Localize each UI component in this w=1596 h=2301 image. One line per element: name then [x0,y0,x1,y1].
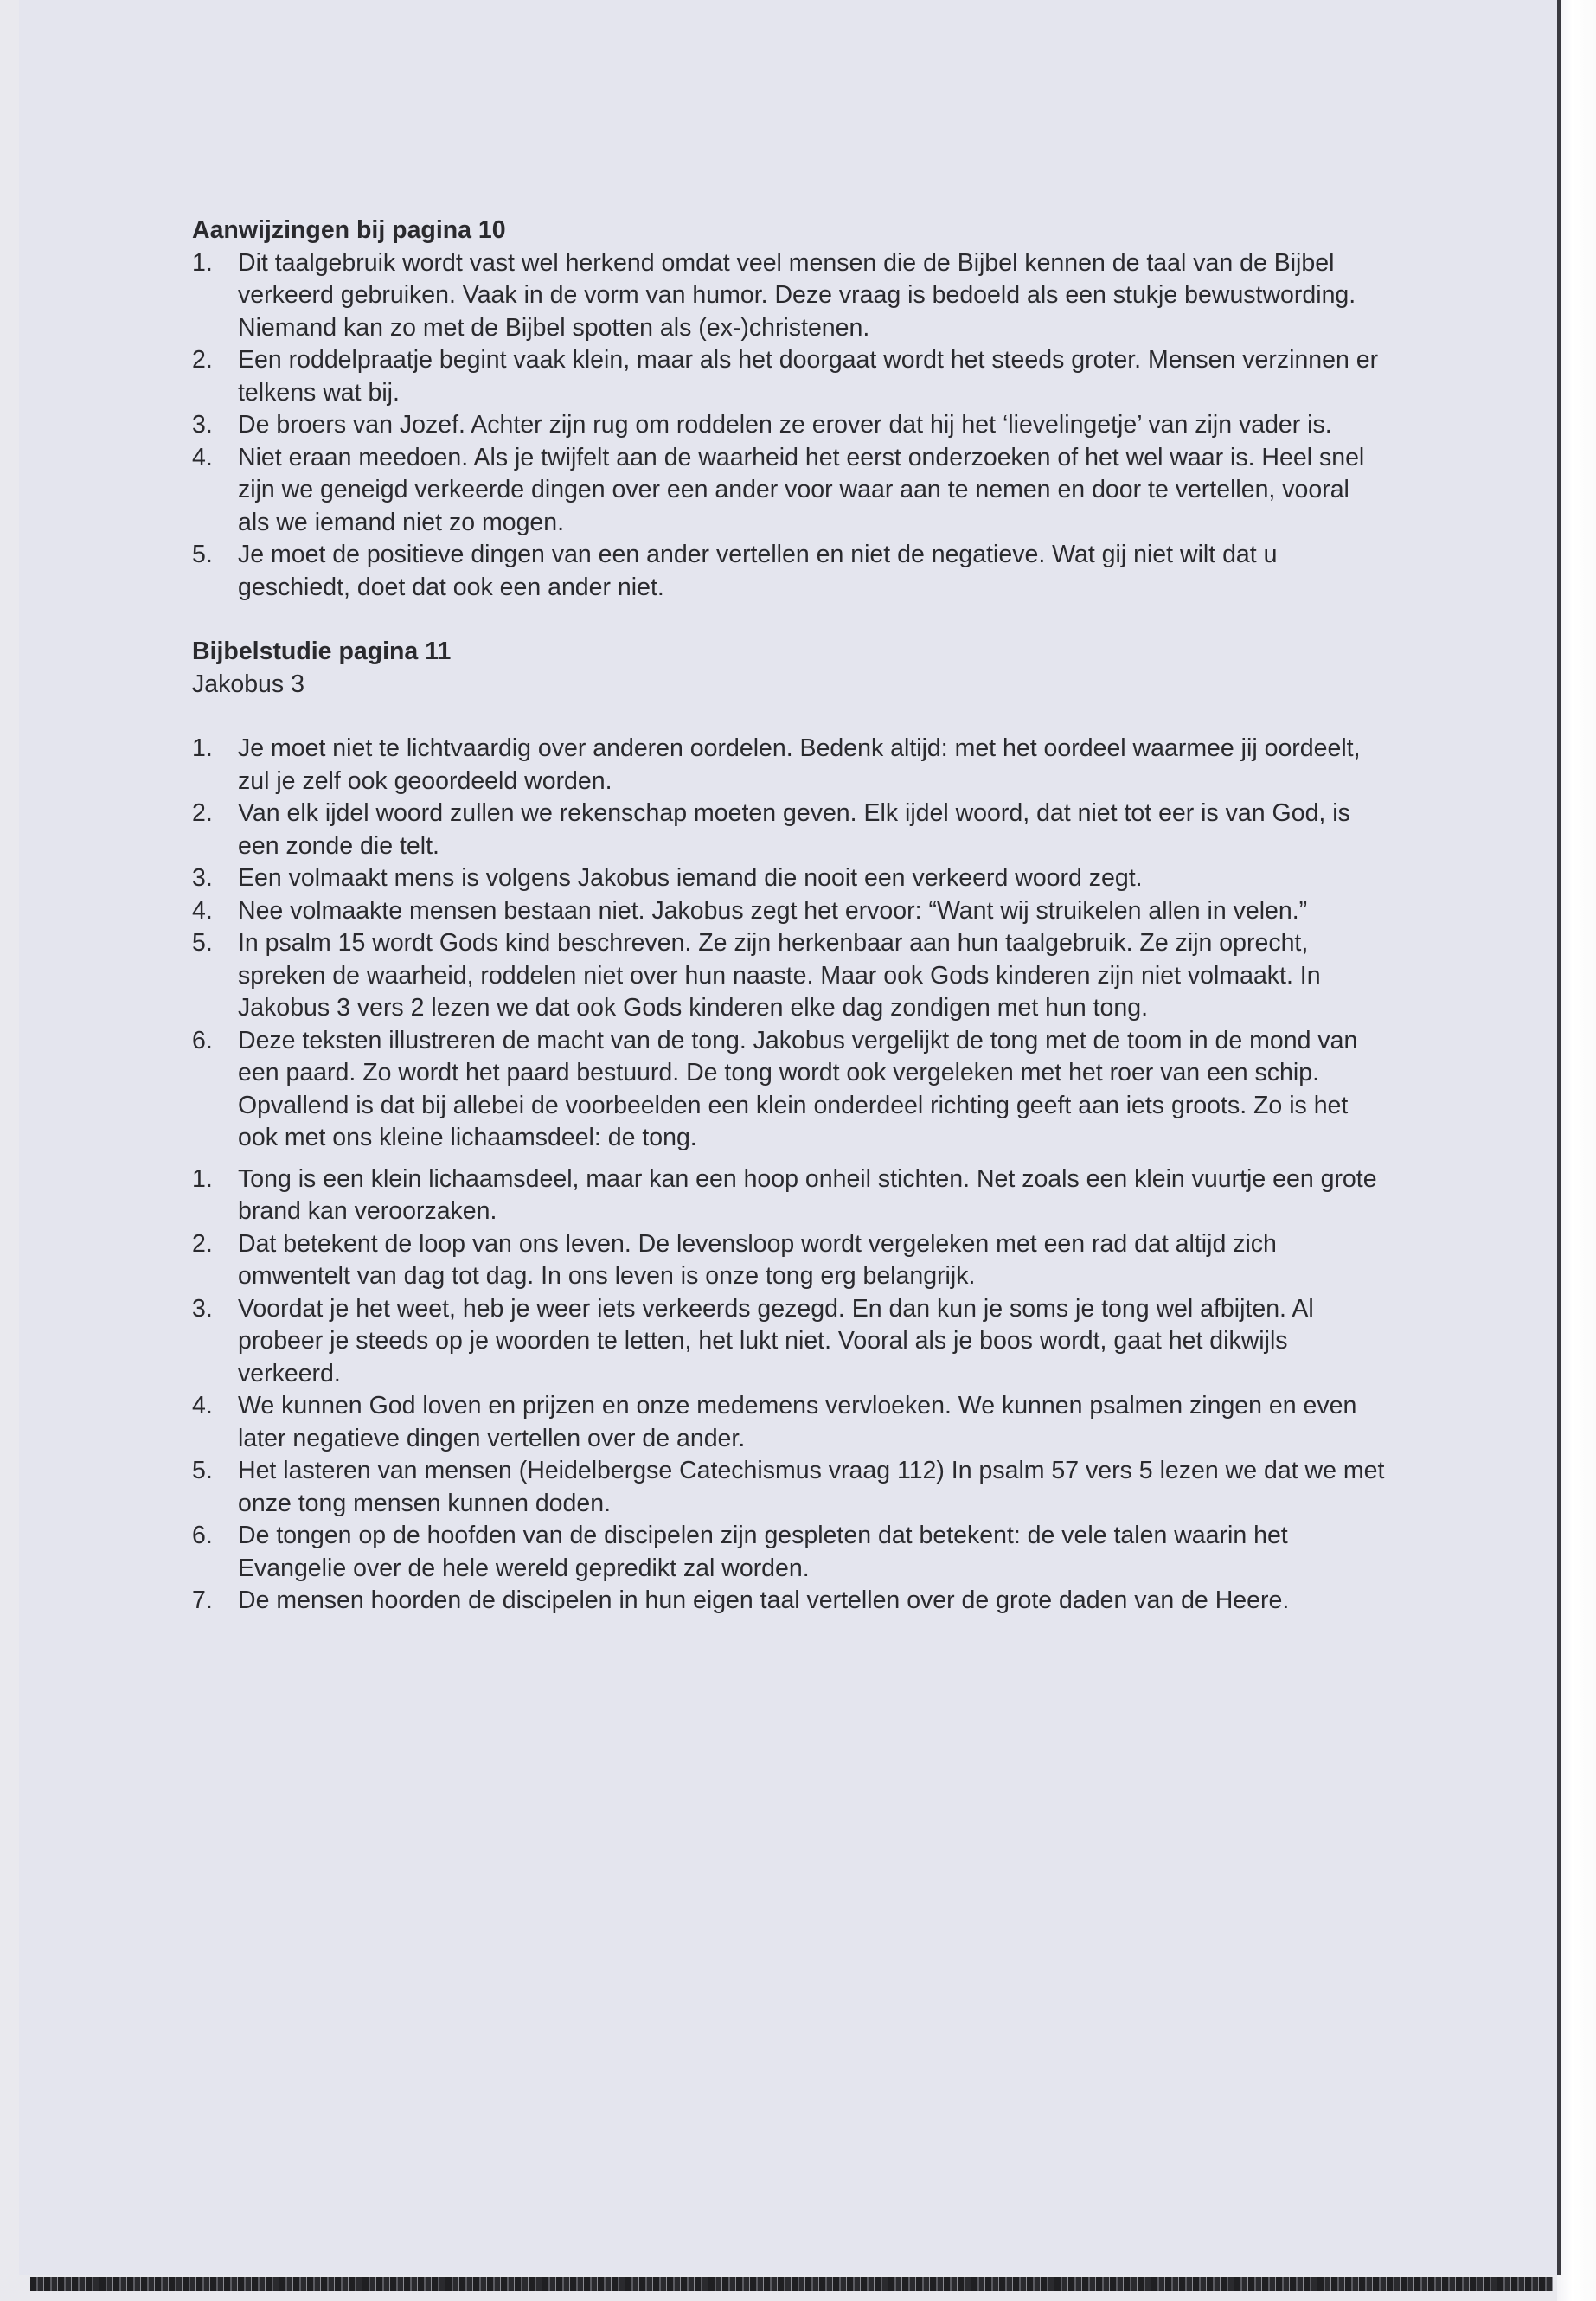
list-item [192,1520,1386,1585]
item-number: 4. [192,896,213,925]
item-number: 5. [192,541,213,568]
item-number: 1. [192,248,213,277]
second-list [192,1163,1386,1618]
section-subheading: Jakobus 3 [192,670,304,698]
list-item [192,895,1386,928]
item-text: Een volmaakt mens is volgens Jakobus iemand die nooit een verkeerd woord zegt. [238,864,1143,892]
item-text: In psalm 15 wordt Gods kind beschreven. Ze zijn herkenbaar aan hun taalgebruik. Ze zijn oprecht, spreken de waarheid, roddelen niet over hun naaste. Maar ook Gods kinderen zijn niet volmaakt. In Jakobus 3 vers 2 lezen we dat ook Gods kinderen elke dag zondigen met hun tong. [238,929,1321,1022]
item-text: Tong is een klein lichaamsdeel, maar kan een hoop onheil stichten. Net zoals een klein vuurtje een grote brand kan veroorzaken. [238,1164,1377,1225]
list-item [192,409,1386,442]
bijbelstudie-list [192,733,1386,1155]
item-number: 4. [192,443,213,471]
section-heading-bijbelstudie: Bijbelstudie pagina 11 [192,638,452,665]
item-text: Een roddelpraatje begint vaak klein, maar als het doorgaat wordt het steeds groter. Mensen verzinnen er telkens wat bij. [238,346,1379,407]
spacer [192,1155,1386,1163]
list-item [192,344,1386,409]
item-number: 1. [192,734,213,762]
item-number: 2. [192,799,213,827]
list-item [192,247,1386,345]
scan-bottom-strip [30,2277,1553,2291]
list-item [192,798,1386,862]
list-item [192,1163,1386,1228]
item-number: 3. [192,864,213,892]
list-item [192,1585,1386,1618]
list-item [192,733,1386,798]
item-text: Je moet de positieve dingen van een ander vertellen en niet de negatieve. Wat gij niet wilt dat u geschiedt, doet dat ook een ander niet. [238,541,1278,601]
item-number: 5. [192,1457,213,1484]
item-number: 2. [192,1229,213,1258]
item-number: 6. [192,1026,213,1054]
item-number: 2. [192,346,213,374]
list-item [192,539,1386,604]
list-item [192,1455,1386,1520]
page-edge [1557,0,1596,2301]
list-item [192,862,1386,895]
document-body [192,215,1386,1618]
item-number: 3. [192,411,213,439]
item-number: 7. [192,1586,213,1614]
item-number: 1. [192,1164,213,1193]
item-text: Dit taalgebruik wordt vast wel herkend omdat veel mensen die de Bijbel kennen de taal van de Bijbel verkeerd gebruiken. Vaak in de vorm van humor. Deze vraag is bedoeld als een stukje bewustwording. Niemand kan zo met de Bijbel spotten als (ex-)christenen. [238,248,1356,342]
item-number: 5. [192,929,213,957]
item-text: Je moet niet te lichtvaardig over anderen oordelen. Bedenk altijd: met het oordeel waarmee jij oordeelt, zul je zelf ook geoordeeld worden. [238,734,1361,795]
item-text: Van elk ijdel woord zullen we rekenschap moeten geven. Elk ijdel woord, dat niet tot eer is van God, is een zonde die telt. [238,799,1350,860]
list-item [192,442,1386,540]
list-item [192,1293,1386,1391]
item-number: 3. [192,1294,213,1323]
item-text: De tongen op de hoofden van de discipelen zijn gespleten dat betekent: de vele talen waarin het Evangelie over de hele wereld gepredikt zal worden. [238,1522,1288,1582]
item-text: Deze teksten illustreren de macht van de tong. Jakobus vergelijkt de tong met de toom in de mond van een paard. Zo wordt het paard bestuurd. De tong wordt ook vergeleken met het roer van een schip. Opvallend is dat bij allebei de voorbeelden een klein onderdeel richting geeft aan iets groots. Zo is het ook met ons kleine lichaamsdeel: de tong. [238,1026,1358,1151]
item-text: Nee volmaakte mensen bestaan niet. Jakobus zegt het ervoor: “Want wij struikelen allen in velen.” [238,896,1308,925]
item-text: De broers van Jozef. Achter zijn rug om roddelen ze erover dat hij het ‘lievelingetje’ van zijn vader is. [238,411,1332,439]
item-number: 6. [192,1522,213,1549]
list-item [192,1228,1386,1293]
item-text: Dat betekent de loop van ons leven. De levensloop wordt vergeleken met een rad dat altijd zich omwentelt van dag tot dag. In ons leven is onze tong erg belangrijk. [238,1229,1277,1290]
item-text: Het lasteren van mensen (Heidelbergse Catechismus vraag 112) In psalm 57 vers 5 lezen we dat we met onze tong mensen kunnen doden. [238,1457,1385,1517]
list-item [192,1025,1386,1155]
item-text: De mensen hoorden de discipelen in hun eigen taal vertellen over de grote daden van de Heere. [238,1586,1290,1614]
spacer [192,604,1386,636]
section-heading-aanwijzingen: Aanwijzingen bij pagina 10 [192,216,506,244]
item-text: Niet eraan meedoen. Als je twijfelt aan de waarheid het eerst onderzoeken of het wel waar is. Heel snel zijn we geneigd verkeerde dingen over een ander voor waar aan te nemen en door te vertellen, vooral als we iemand niet zo mogen. [238,443,1365,536]
list-item [192,927,1386,1025]
item-number: 4. [192,1392,213,1420]
aanwijzingen-list [192,247,1386,605]
page-edge-line [1557,0,1561,2275]
item-text: Voordat je het weet, heb je weer iets verkeerds gezegd. En dan kun je soms je tong wel afbijten. Al probeer je steeds op je woorden te letten, het lukt niet. Vooral als je boos wordt, gaat het dikwijls verkeerd. [238,1294,1314,1388]
item-text: We kunnen God loven en prijzen en onze medemens vervloeken. We kunnen psalmen zingen en even later negatieve dingen vertellen over de ander. [238,1392,1357,1452]
list-item [192,1390,1386,1455]
spacer [192,701,1386,733]
